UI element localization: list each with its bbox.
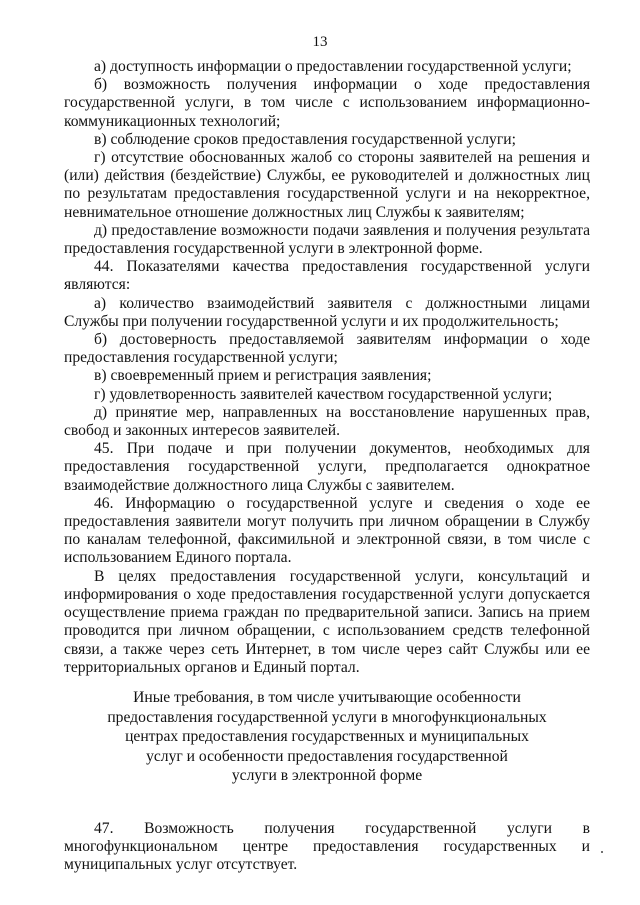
paragraph: в) соблюдение сроков предоставления государственной услуги;	[94, 130, 516, 148]
paragraph: в) своевременный прием и регистрация заявления;	[94, 367, 432, 385]
paragraph: а) доступность информации о предоставлении государственной услуги;	[94, 58, 572, 75]
paragraph: 47. Возможность получения государственной услуги в многофункциональном центре предоставления государственных и муниципальных услуг отсутствует.	[64, 820, 590, 874]
paragraph: б) возможность получения информации о ходе предоставления государственной услуги, в том числе с использованием информационно-коммуникационных технологий;	[64, 76, 590, 130]
paragraph: 44. Показателями качества предоставления государственной услуги являются:	[64, 258, 590, 294]
paragraph: 46. Информацию о государственной услуге и сведения о ходе ее предоставления заявители могут получить при личном обращении в Службу по каналам телефонной, факсимильной и электронной связи, в том числе с использованием Единого портала.	[64, 494, 590, 567]
paragraph: а) количество взаимодействий заявителя с должностными лицами Службы при получении государственной услуги и их продолжительность;	[64, 294, 590, 330]
paragraph: г) отсутствие обоснованных жалоб со стороны заявителей на решения и (или) действия (бездействие) Службы, ее руководителей и должностных лиц по результатам предоставления государственной услуги и на некорректное, невнимательное отношение должностных лиц Службы к заявителям;	[64, 149, 590, 221]
paragraph: д) предоставление возможности подачи заявления и получения результата предоставления государственной услуги в электронной форме.	[64, 221, 590, 258]
heading-line: центрах предоставления государственных и муниципальных	[125, 728, 529, 745]
heading-line: услуги в электронной форме	[231, 767, 423, 784]
paragraph: д) принятие мер, направленных на восстановление нарушенных прав, свобод и законных интересов заявителей.	[64, 403, 590, 440]
paragraph: б) достоверность предоставляемой заявителям информации о ходе предоставления государственной услуги;	[64, 331, 590, 367]
body-text	[64, 58, 590, 677]
scan-speck	[601, 851, 603, 853]
page-number: 13	[312, 34, 328, 50]
section-heading	[64, 688, 590, 786]
heading-line: услуг и особенности предоставления государственной	[146, 747, 508, 765]
closing-section	[64, 820, 590, 875]
paragraph: г) удовлетворенность заявителей качеством государственной услуги;	[94, 385, 553, 403]
heading-line: Иные требования, в том числе учитывающие особенности	[133, 689, 521, 706]
paragraph: 45. При подаче и при получении документов, необходимых для предоставления государственной услуги, предполагается однократное взаимодействие должностного лица Службы с заявителем.	[64, 440, 590, 494]
paragraph: В целях предоставления государственной услуги, консультаций и информирования о ходе предоставления государственной услуги допускается осуществление приема граждан по предварительной записи. Запись на прием проводится при личном обращении, с использованием средств телефонной связи, а также через сеть Интернет, в том числе через сайт Службы или ее территориальных органов и Единый портал.	[64, 567, 590, 676]
heading-line: предоставления государственной услуги в многофункциональных	[107, 708, 547, 726]
